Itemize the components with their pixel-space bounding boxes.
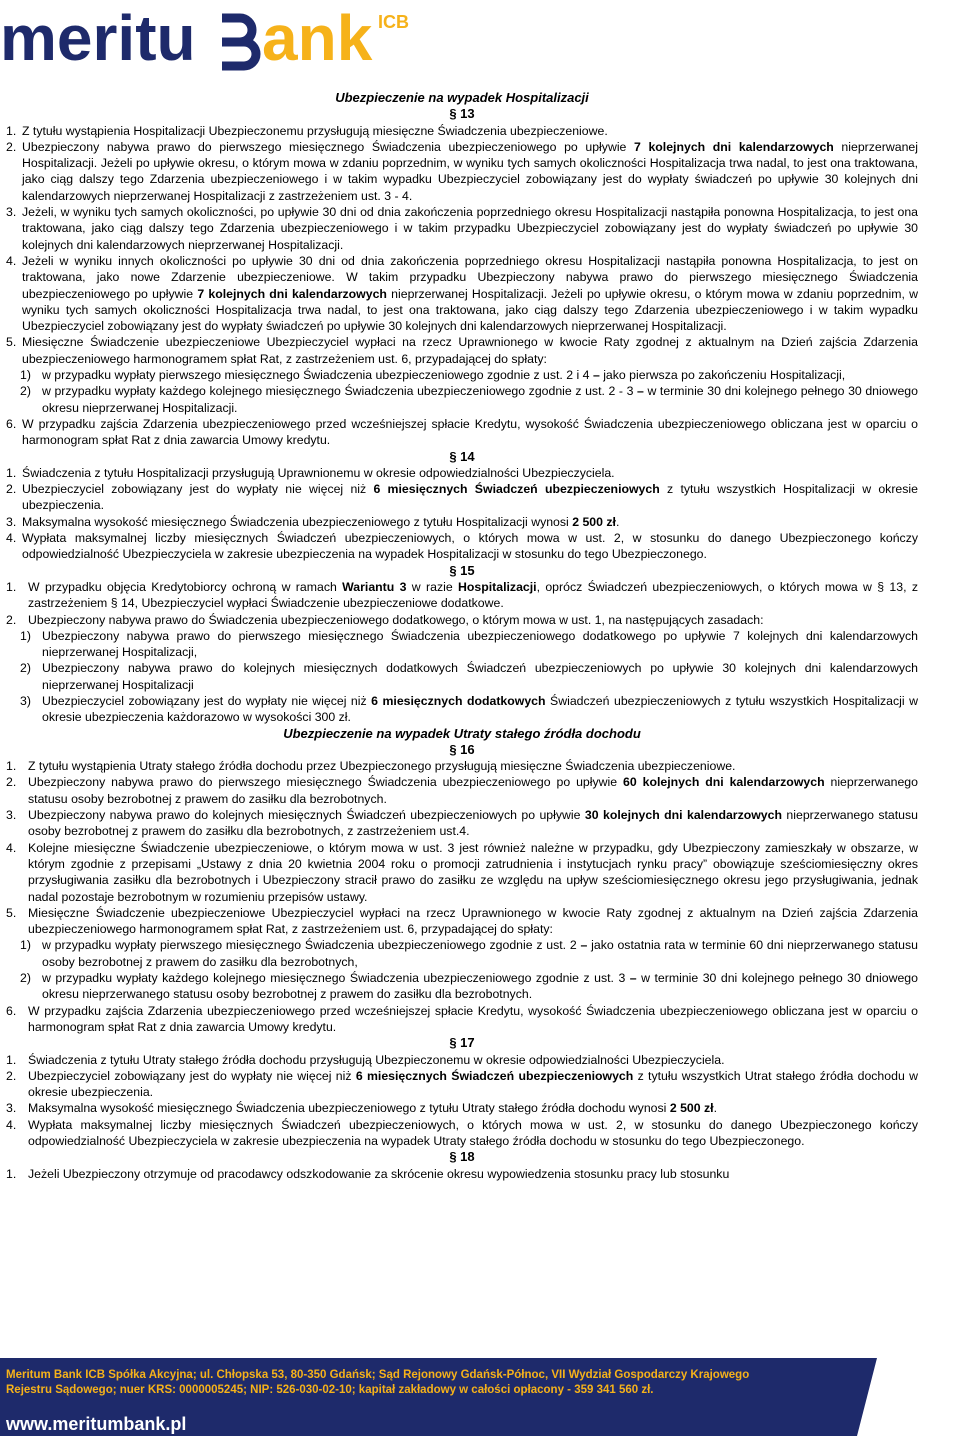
list-item: 1. Świadczenia z tytułu Utraty stałego źródła dochodu przysługują Ubezpieczonemu w okresie odpowiedzialności Ubezpieczyciela. (6, 1052, 725, 1067)
sub-list-item: 3) Ubezpieczyciel zobowiązany jest do wypłaty nie więcej niż 6 miesięcznych dodatkowych Świadczeń ubezpieczeniowych z tytułu wszystkich Hospitalizacji w okresie ubezpieczenia każdorazowo w wysokości 300 zł. (20, 693, 919, 725)
list-item: 3. Ubezpieczony nabywa prawo do kolejnych miesięcznych Świadczeń ubezpieczeniowych po upływie 30 kolejnych dni kalendarzowych nieprzerwanego statusu osoby bezrobotnej z prawem do zasiłku dla bezrobotnych, z zastrzeżeniem ust.4. (6, 808, 918, 839)
list-item: 2. Ubezpieczyciel zobowiązany jest do wypłaty nie więcej niż 6 miesięcznych Świadczeń ubezpieczeniowych z tytułu wszystkich Utrat stałego źródła dochodu w okresie ubezpieczenia. (6, 1068, 918, 1100)
section-heading-hospitalization: Ubezpieczenie na wypadek Hospitalizacji (335, 90, 589, 105)
sub-list-item: 1) w przypadku wypłaty pierwszego miesięcznego Świadczenia ubezpieczeniowego zgodnie z ust. 2 i 4 – jako pierwsza po zakończeniu Hospitalizacji, (20, 368, 846, 383)
meritum-bank-logo (0, 0, 420, 78)
list-item: 6. W przypadku zajścia Zdarzenia ubezpieczeniowego przed wcześniejszej spłacie Kredytu, wysokość Świadczenia ubezpieczeniowego obliczana jest w oparciu o harmonogram spłat Rat z dnia zawarcia Umowy kredytu. (6, 416, 918, 448)
list-item: 6. W przypadku zajścia Zdarzenia ubezpieczeniowego przed wcześniejszej spłacie Kredytu, wysokość Świadczenia ubezpieczeniowego obliczana jest w oparciu o harmonogram spłat Rat z dnia zawarcia Umowy kredytu. (6, 1003, 918, 1034)
list-item: 4. Kolejne miesięczne Świadczenie ubezpieczeniowe, o którym mowa w ust. 3 jest również należne w przypadku, gdy Ubezpieczony zamieszkały w obszarze, w którym zgodnie z przepisami „Ustawy z dnia 20 kwietnia 2004 roku o promocji zatrudnienia i instytucjach rynku pracy” obowiązuje sześciomiesięczny okres przysługiwania zasiłku dla bezrobotnych i Ubezpieczony stracił prawo do zasiłku ze względu na upływ sześciomiesięcznego okresu jego przysługiwania, jednak nadal pozostaje bezrobotnym w rozumieniu przepisów ustawy. (6, 840, 918, 904)
list-item: 2. Ubezpieczyciel zobowiązany jest do wypłaty nie więcej niż 6 miesięcznych Świadczeń ubezpieczeniowych z tytułu wszystkich Hospitalizacji w okresie ubezpieczenia. (6, 482, 918, 513)
list-item: 3. Maksymalna wysokość miesięcznego Świadczenia ubezpieczeniowego z tytułu Hospitalizacji wynosi 2 500 zł. (6, 514, 620, 529)
logo-b-mark (222, 18, 256, 66)
logo-text-left: meritu (0, 2, 196, 74)
list-item: 1. Świadczenia z tytułu Hospitalizacji przysługują Uprawnionemu w okresie odpowiedzialności Ubezpieczyciela. (6, 465, 615, 480)
sub-list-item: 1) Ubezpieczony nabywa prawo do pierwszego miesięcznego Świadczenia ubezpieczeniowego dodatkowego po upływie 7 kolejnych dni kalendarzowych nieprzerwanej Hospitalizacji, (20, 628, 918, 660)
list-item: 1. Jeżeli Ubezpieczony otrzymuje od pracodawcy odszkodowanie za skrócenie okresu wypowiedzenia stosunku pracy lub stosunku (6, 1166, 730, 1181)
paragraph-18-title: § 18 (449, 1149, 475, 1165)
sub-list-item: 2) w przypadku wypłaty każdego kolejnego miesięcznego Świadczenia ubezpieczeniowego zgodnie z ust. 3 – w terminie 30 dni kolejnego pełnego 30 dniowego okresu nieprzerwanego statusu osoby bezrobotnej z prawem do zasiłku dla bezrobotnych. (20, 971, 918, 1002)
logo-tag: ICB (378, 12, 409, 32)
sub-list-item: 2) Ubezpieczony nabywa prawo do kolejnych miesięcznych dodatkowych Świadczeń ubezpieczeniowych po upływie 30 kolejnych dni kalendarzowych nieprzerwanej Hospitalizacji (20, 661, 918, 692)
logo-text-right: ank (262, 2, 373, 74)
list-item: 2. Ubezpieczony nabywa prawo do pierwszego miesięcznego Świadczenia ubezpieczeniowego po upływie 7 kolejnych dni kalendarzowych nieprzerwanej Hospitalizacji. Jeżeli po upływie okresu, o którym mowa w zdaniu poprzednim, w wyniku tych samych okoliczności Hospitalizacja trwa nadal, to jest ona traktowana, jako ciąg dalszy tego Zdarzenia ubezpieczeniowego i w takim wypadku Ubezpieczyciel zobowiązany jest do wypłaty świadczeń po upływie 30 kolejnych dni kalendarzowych nieprzerwanej Hospitalizacji z zastrzeżeniem ust. 3 - 4. (6, 139, 918, 203)
sub-list-item: 1) w przypadku wypłaty pierwszego miesięcznego Świadczenia ubezpieczeniowego zgodnie z ust. 2 – jako ostatnia rata w terminie 60 dni nieprzerwanego statusu osoby bezrobotnej z prawem do zasiłku dla bezrobotnych, (20, 938, 919, 969)
paragraph-15-title: § 15 (449, 562, 475, 578)
list-item: 4. Wypłata maksymalnej liczby miesięcznych Świadczeń ubezpieczeniowych, o których mowa w ust. 2, w stosunku do danego Ubezpieczonego kończy odpowiedzialność Ubezpieczyciela w zakresie ubezpieczenia na wypadek Utraty stałego źródła dochodu w stosunku do tego Ubezpieczonego. (6, 1117, 918, 1148)
list-item: 1. Z tytułu wystąpienia Hospitalizacji Ubezpieczonemu przysługują miesięczne Świadczenia ubezpieczeniowe. (6, 123, 608, 138)
list-item: 5. Miesięczne Świadczenie ubezpieczeniowe Ubezpieczyciel wypłaci na rzecz Uprawnionego w kwocie Raty zgodnej z aktualnym na Dzień zajścia Zdarzenia ubezpieczeniowego harmonogramem spłat Rat, z zastrzeżeniem ust. 6, przypadającej do spłaty: (6, 335, 918, 366)
page-footer (0, 1358, 960, 1436)
list-item: 4. Wypłata maksymalnej liczby miesięcznych Świadczeń ubezpieczeniowych, o których mowa w ust. 2, w stosunku do danego Ubezpieczonego kończy odpowiedzialność Ubezpieczyciela w zakresie ubezpieczenia na wypadek Hospitalizacji w stosunku do tego Ubezpieczonego. (6, 531, 918, 562)
list-item: 5. Miesięczne Świadczenie ubezpieczeniowe Ubezpieczyciel wypłaci na rzecz Uprawnionego w kwocie Raty zgodnej z aktualnym na Dzień zajścia Zdarzenia ubezpieczeniowego harmonogramem spłat Rat, z zastrzeżeniem ust. 6, przypadającej do spłaty: (6, 905, 918, 937)
footer-url[interactable]: www.meritumbank.pl (6, 1414, 187, 1434)
list-item: 2. Ubezpieczony nabywa prawo do pierwszego miesięcznego Świadczenia ubezpieczeniowego po upływie 60 kolejnych dni kalendarzowych nieprzerwanego statusu osoby bezrobotnej z prawem do zasiłku dla bezrobotnych. (6, 775, 918, 806)
sub-list-item: 2) w przypadku wypłaty każdego kolejnego miesięcznego Świadczenia ubezpieczeniowego zgodnie z ust. 2 - 3 – w terminie 30 dni kolejnego pełnego 30 dniowego okresu nieprzerwanej Hospitalizacji. (20, 384, 918, 415)
footer-corner-decoration (857, 1358, 960, 1436)
list-item: 3. Jeżeli, w wyniku tych samych okoliczności, po upływie 30 dni od dnia zakończenia poprzedniego okresu Hospitalizacji nastąpiła ponowna Hospitalizacja, to jest ona traktowana, jako ciąg dalszy tego Zdarzenia ubezpieczeniowego i w takim przypadku Ubezpieczyciel zobowiązany jest do wypłaty świadczeń po upływie 30 kolejnych dni kalendarzowych nieprzerwanej Hospitalizacji. (6, 205, 918, 252)
paragraph-17-title: § 17 (449, 1035, 475, 1051)
footer-line-1: Meritum Bank ICB Spółka Akcyjna; ul. Chłopska 53, 80-350 Gdańsk; Sąd Rejonowy Gdańsk-Północ, VII Wydział Gospodarczy Krajowego (6, 1369, 750, 1381)
list-item: 3. Maksymalna wysokość miesięcznego Świadczenia ubezpieczeniowego z tytułu Utraty stałego źródła dochodu wynosi 2 500 zł. (6, 1101, 717, 1116)
paragraph-13-title: § 13 (449, 106, 475, 122)
paragraph-14-title: § 14 (449, 448, 475, 464)
list-item: 1. Z tytułu wystąpienia Utraty stałego źródła dochodu przez Ubezpieczonego przysługują miesięczne Świadczenia ubezpieczeniowe. (6, 759, 736, 774)
footer-line-2: Rejestru Sądowego; nuer KRS: 0000005245; NIP: 526-030-02-10; kapitał zakładowy w całości opłacony - 359 341 560 zł. (6, 1384, 654, 1396)
list-item: 4. Jeżeli w wyniku innych okoliczności po upływie 30 dni od dnia zakończenia poprzedniego okresu Hospitalizacji nastąpiła ponowna Hospitalizacja, to jest on traktowana, jako nowe Zdarzenie ubezpieczeniowe. W takim przypadku Ubezpieczony nabywa prawo do pierwszego miesięcznego Świadczenia ubezpieczeniowego po upływie 7 kolejnych dni kalendarzowych nieprzerwanej Hospitalizacji. Jeżeli po upływie okresu, o którym mowa w zdaniu poprzednim, w wyniku tych samych okoliczności Hospitalizacja trwa nadal, to jest ona traktowana, jako ciąg dalszy tego Zdarzenia ubezpieczeniowego i w takim wypadku Ubezpieczyciel zobowiązany jest do wypłaty świadczeń po upływie 30 kolejnych dni kalendarzowych nieprzerwanej Hospitalizacji. (6, 253, 918, 334)
section-heading-income-loss: Ubezpieczenie na wypadek Utraty stałego źródła dochodu (283, 725, 641, 741)
list-item: 1. W przypadku objęcia Kredytobiorcy ochroną w ramach Wariantu 3 w razie Hospitalizacji, oprócz Świadczeń ubezpieczeniowych, o których mowa w § 13, z zastrzeżeniem § 14, Ubezpieczyciel wypłaci Świadczenie ubezpieczeniowe dodatkowe. (6, 579, 918, 611)
document-body (6, 90, 918, 1182)
paragraph-16-title: § 16 (449, 741, 475, 757)
footer-company-info (6, 1368, 826, 1398)
list-item: 2. Ubezpieczony nabywa prawo do Świadczenia ubezpieczeniowego dodatkowego, o którym mowa w ust. 1, na następujących zasadach: (6, 612, 764, 627)
